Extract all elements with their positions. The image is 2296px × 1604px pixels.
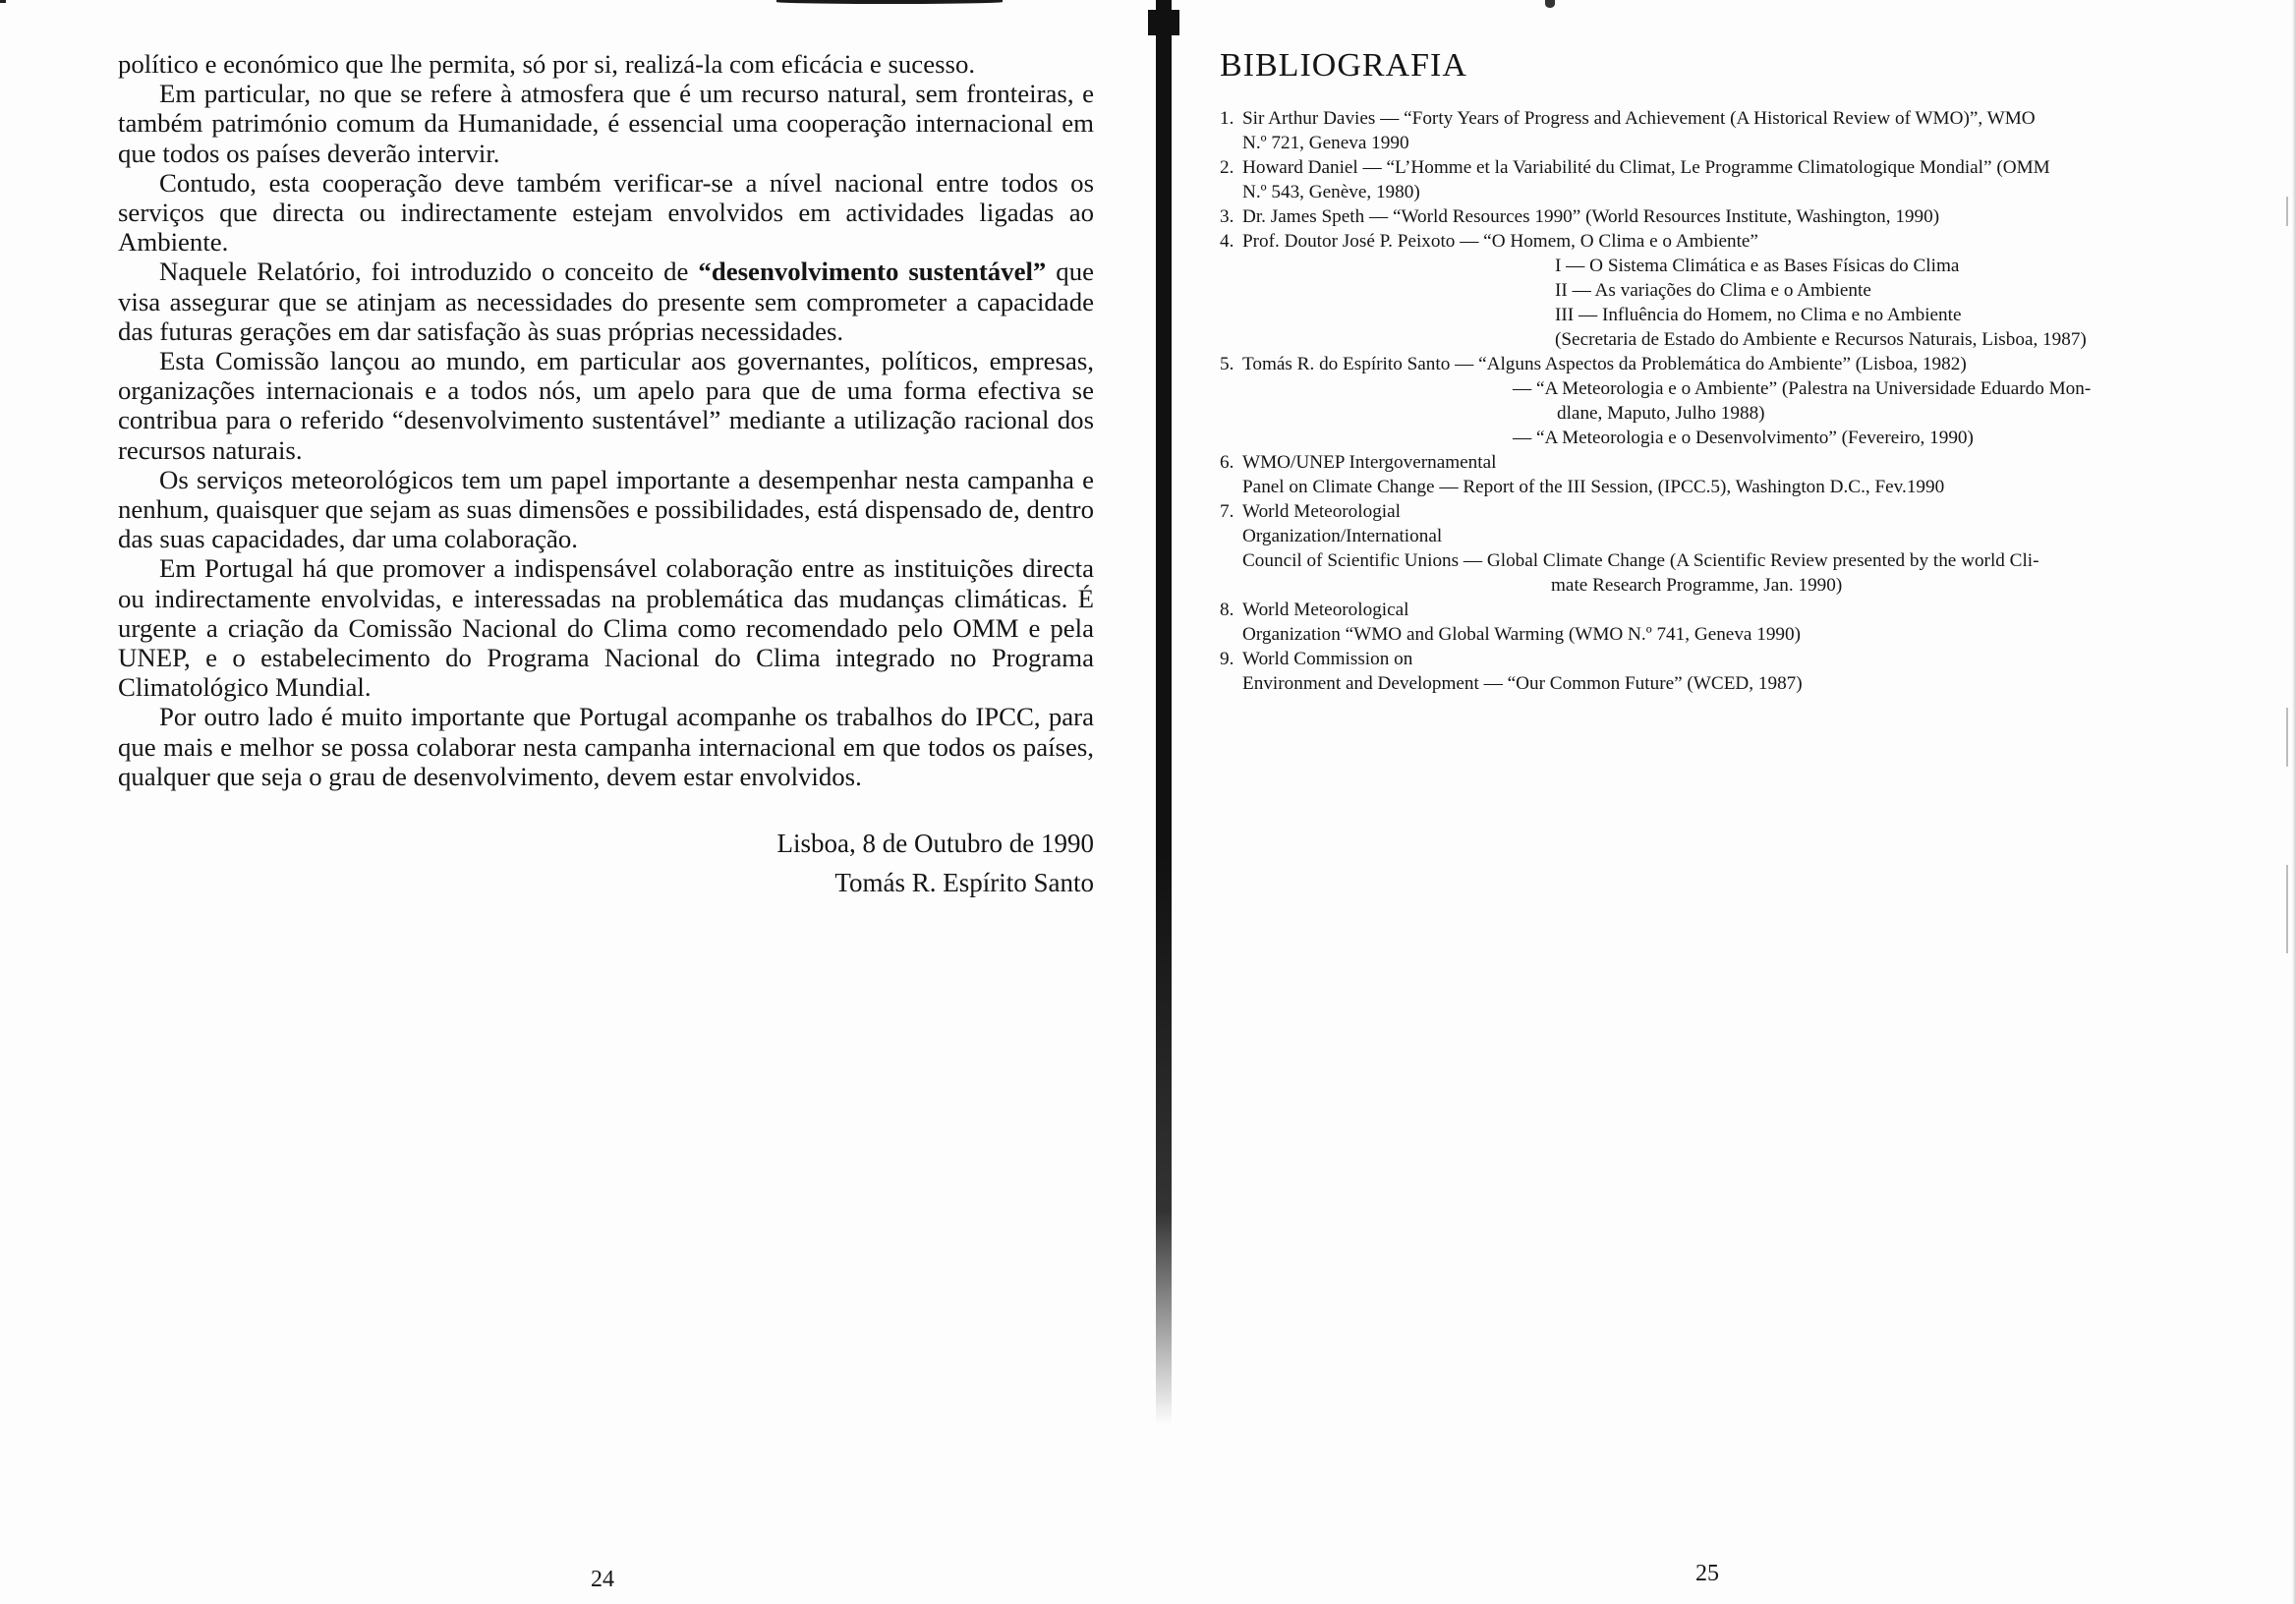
item-number: 1.: [1220, 108, 1234, 129]
paragraph: Esta Comissão lançou ao mundo, em particular aos governantes, políticos, empresas, organizações internacionais e a todos nós, um apelo para que de uma forma efectiva se contribua para o referido “desenvolvimento sustentável” mediante a utilização racional dos recursos naturais.: [118, 346, 1094, 465]
author-signature: Tomás R. Espírito Santo: [834, 868, 1094, 897]
item-number: 6.: [1220, 452, 1234, 473]
item-number: 7.: [1220, 501, 1234, 522]
bibliography-item: [1220, 229, 2199, 352]
bibliography-list: [1220, 106, 2199, 696]
scan-mark: [1545, 0, 1555, 8]
bold-term: “desenvolvimento sustentável”: [698, 257, 1047, 287]
paragraph-text: que visa assegurar que se atinjam as necessidades do presente sem comprometer a capacidade das futuras gerações em dar satisfação às suas próprias necessidades.: [118, 257, 1094, 346]
item-number: 5.: [1220, 354, 1234, 374]
item-line: Environment and Development — “Our Common Future” (WCED, 1987): [1242, 673, 1803, 694]
item-line: mate Research Programme, Jan. 1990): [1551, 575, 1843, 596]
item-number: 4.: [1220, 231, 1234, 252]
page-number-right: 25: [1695, 1561, 1719, 1586]
item-line: — “A Meteorologia e o Desenvolvimento” (Fevereiro, 1990): [1513, 428, 1974, 448]
item-line: III — Influência do Homem, no Clima e no Ambiente: [1555, 305, 1962, 325]
item-line: World Meteorologial: [1242, 501, 1401, 522]
item-line: Dr. James Speth — “World Resources 1990” (World Resources Institute, Washington, 1990): [1242, 206, 1940, 227]
item-number: 8.: [1220, 600, 1234, 620]
right-page-bibliography: [1220, 47, 2199, 696]
item-line: I — O Sistema Climática e as Bases Físicas do Clima: [1555, 256, 1960, 276]
item-line: N.º 721, Geneva 1990: [1242, 133, 1409, 153]
item-line: World Commission on: [1242, 649, 1413, 669]
paragraph: Contudo, esta cooperação deve também verificar-se a nível nacional entre todos os serviços que directa ou indirectamente estejam envolvidos em actividades ligadas ao Ambiente.: [118, 167, 1094, 258]
item-line: N.º 543, Genève, 1980): [1242, 182, 1420, 202]
item-line: Council of Scientific Unions — Global Climate Change (A Scientific Review presented by the world Cli-: [1242, 550, 2039, 571]
book-gutter: [1156, 0, 1172, 1425]
paragraph: Em Portugal há que promover a indispensável colaboração entre as instituições directa ou indirectamente envolvidas, e interessadas na problemática das mudanças climáticas. É urgente a criação da Comissão Nacional do Clima como recomendado pelo OMM e pela UNEP, e o estabelecimento do Programa Nacional do Clima integrado no Programa Climatológico Mundial.: [118, 553, 1094, 703]
paragraph: Em particular, no que se refere à atmosfera que é um recurso natural, sem fronteiras, e também património comum da Humanidade, é essencial uma cooperação internacional em que todos os países deverão intervir.: [118, 79, 1094, 168]
scan-speck: [2286, 708, 2288, 767]
paragraph: Por outro lado é muito importante que Portugal acompanhe os trabalhos do IPCC, para que mais e melhor se possa colaborar nesta campanha internacional em que todos os países, qualquer que seja o grau de desenvolvimento, devem estar envolvidos.: [118, 702, 1094, 791]
item-line: Organization “WMO and Global Warming (WMO N.º 741, Geneva 1990): [1242, 624, 1801, 645]
item-line: Tomás R. do Espírito Santo — “Alguns Aspectos da Problemática do Ambiente” (Lisboa, 1982): [1242, 354, 1967, 374]
bibliography-item: [1220, 598, 2199, 647]
paragraph: político e económico que lhe permita, só por si, realizá-la com eficácia e sucesso.: [118, 49, 976, 79]
bibliography-item: [1220, 204, 2199, 229]
item-line: (Secretaria de Estado do Ambiente e Recursos Naturais, Lisboa, 1987): [1555, 329, 2087, 350]
bibliography-item: [1220, 647, 2199, 696]
scan-speck: [2286, 197, 2288, 226]
scan-mark: [0, 0, 6, 3]
bibliography-item: [1220, 106, 2199, 155]
paragraph-text: Naquele Relatório, foi introduzido o conceito de: [159, 257, 699, 287]
bibliography-item: [1220, 352, 2199, 450]
place-date: Lisboa, 8 de Outubro de 1990: [776, 829, 1094, 858]
bibliography-item: [1220, 155, 2199, 204]
item-line: II — As variações do Clima e o Ambiente: [1555, 280, 1871, 301]
left-page-text: [118, 49, 1094, 791]
item-number: 9.: [1220, 649, 1234, 669]
page-number-left: 24: [591, 1567, 614, 1592]
scan-speck: [2286, 865, 2288, 953]
item-number: 3.: [1220, 206, 1234, 227]
scan-smudge: [776, 0, 1003, 4]
item-line: Prof. Doutor José P. Peixoto — “O Homem, O Clima e o Ambiente”: [1242, 231, 1758, 252]
item-line: dlane, Maputo, Julho 1988): [1557, 403, 1765, 424]
item-number: 2.: [1220, 157, 1234, 178]
page-edge: [2292, 0, 2296, 1604]
item-line: WMO/UNEP Intergovernamental: [1242, 452, 1497, 473]
paragraph-sustainable-development: [118, 257, 1094, 346]
item-line: Organization/International: [1242, 526, 1443, 546]
item-line: Sir Arthur Davies — “Forty Years of Progress and Achievement (A Historical Review of WMO)”, WMO: [1242, 108, 2036, 129]
item-line: — “A Meteorologia e o Ambiente” (Palestra na Universidade Eduardo Mon-: [1513, 378, 2092, 399]
bibliography-title: BIBLIOGRAFIA: [1220, 47, 1467, 84]
item-line: World Meteorological: [1242, 600, 1409, 620]
bibliography-item: [1220, 499, 2199, 598]
bibliography-item: [1220, 450, 2199, 499]
item-line: Howard Daniel — “L’Homme et la Variabilité du Climat, Le Programme Climatologique Mondial” (OMM: [1242, 157, 2050, 178]
paragraph: Os serviços meteorológicos tem um papel importante a desempenhar nesta campanha e nenhum, quaisquer que sejam as suas dimensões e possibilidades, está dispensado de, dentro das suas capacidades, dar uma colaboração.: [118, 464, 1094, 554]
item-line: Panel on Climate Change — Report of the III Session, (IPCC.5), Washington D.C., Fev.1990: [1242, 477, 1945, 497]
